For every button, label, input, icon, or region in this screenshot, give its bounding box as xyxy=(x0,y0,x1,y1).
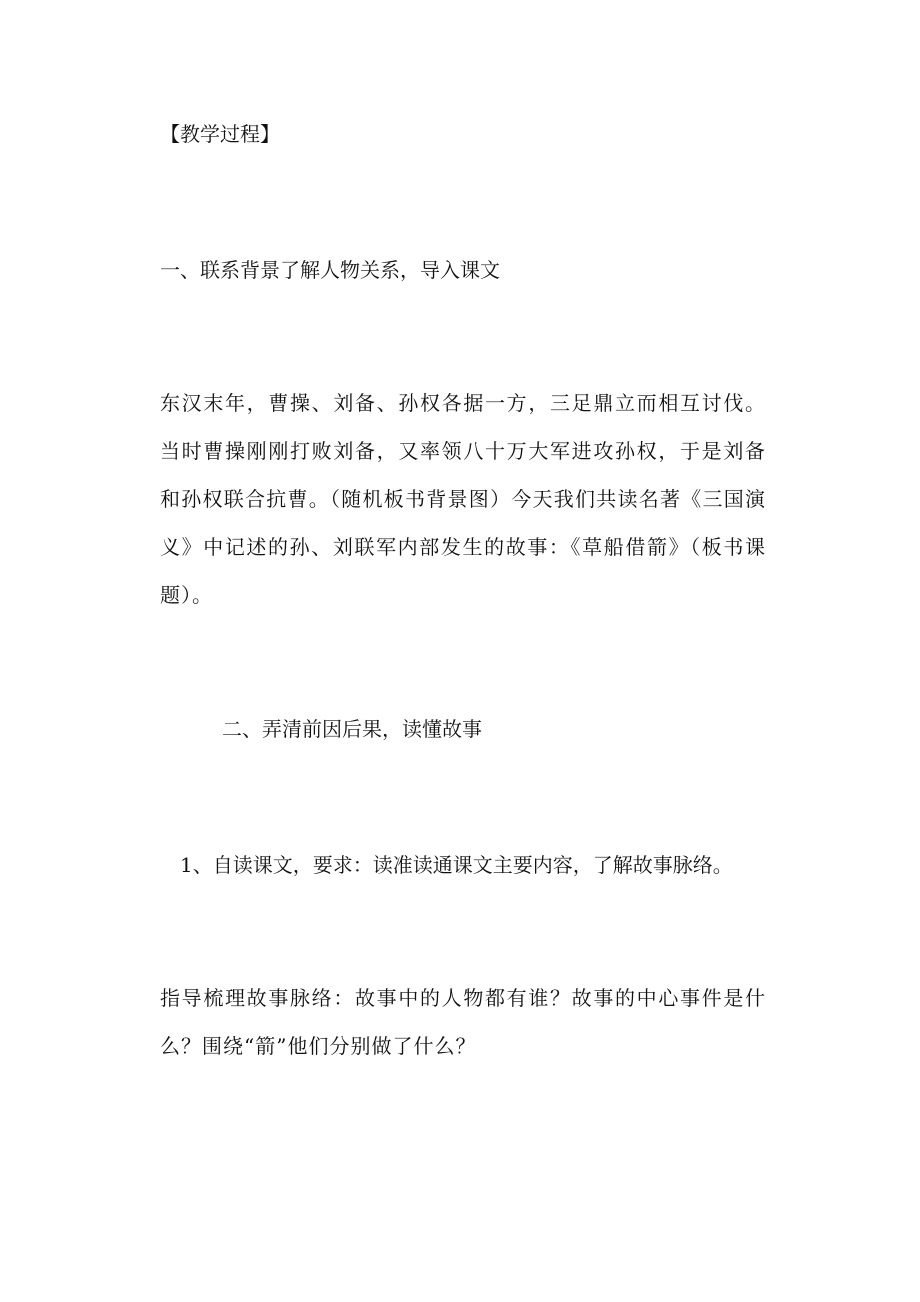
paragraph-1: 东汉末年，曹操、刘备、孙权各据一方，三足鼎立而相互讨伐。当时曹操刚刚打败刘备，又率领八十万大军进攻孙权，于是刘备和孙权联合抗曹。（随机板书背景图）今天我们共读名著《三国演义》中记述的孙、刘联军内部发生的故事：《草船借箭》（板书课题）。 xyxy=(160,391,766,607)
list-item-1: 1、自读课文，要求：读准读通课文主要内容，了解故事脉络。 xyxy=(180,853,733,877)
paragraph-2: 指导梳理故事脉络：故事中的人物都有谁？故事的中心事件是什么？围绕“箭”他们分别做了什么？ xyxy=(160,986,766,1058)
heading-1: 一、联系背景了解人物关系，导入课文 xyxy=(160,258,500,282)
section-title: 【教学过程】 xyxy=(160,122,280,146)
heading-2: 二、弄清前因后果，读懂故事 xyxy=(222,717,482,741)
